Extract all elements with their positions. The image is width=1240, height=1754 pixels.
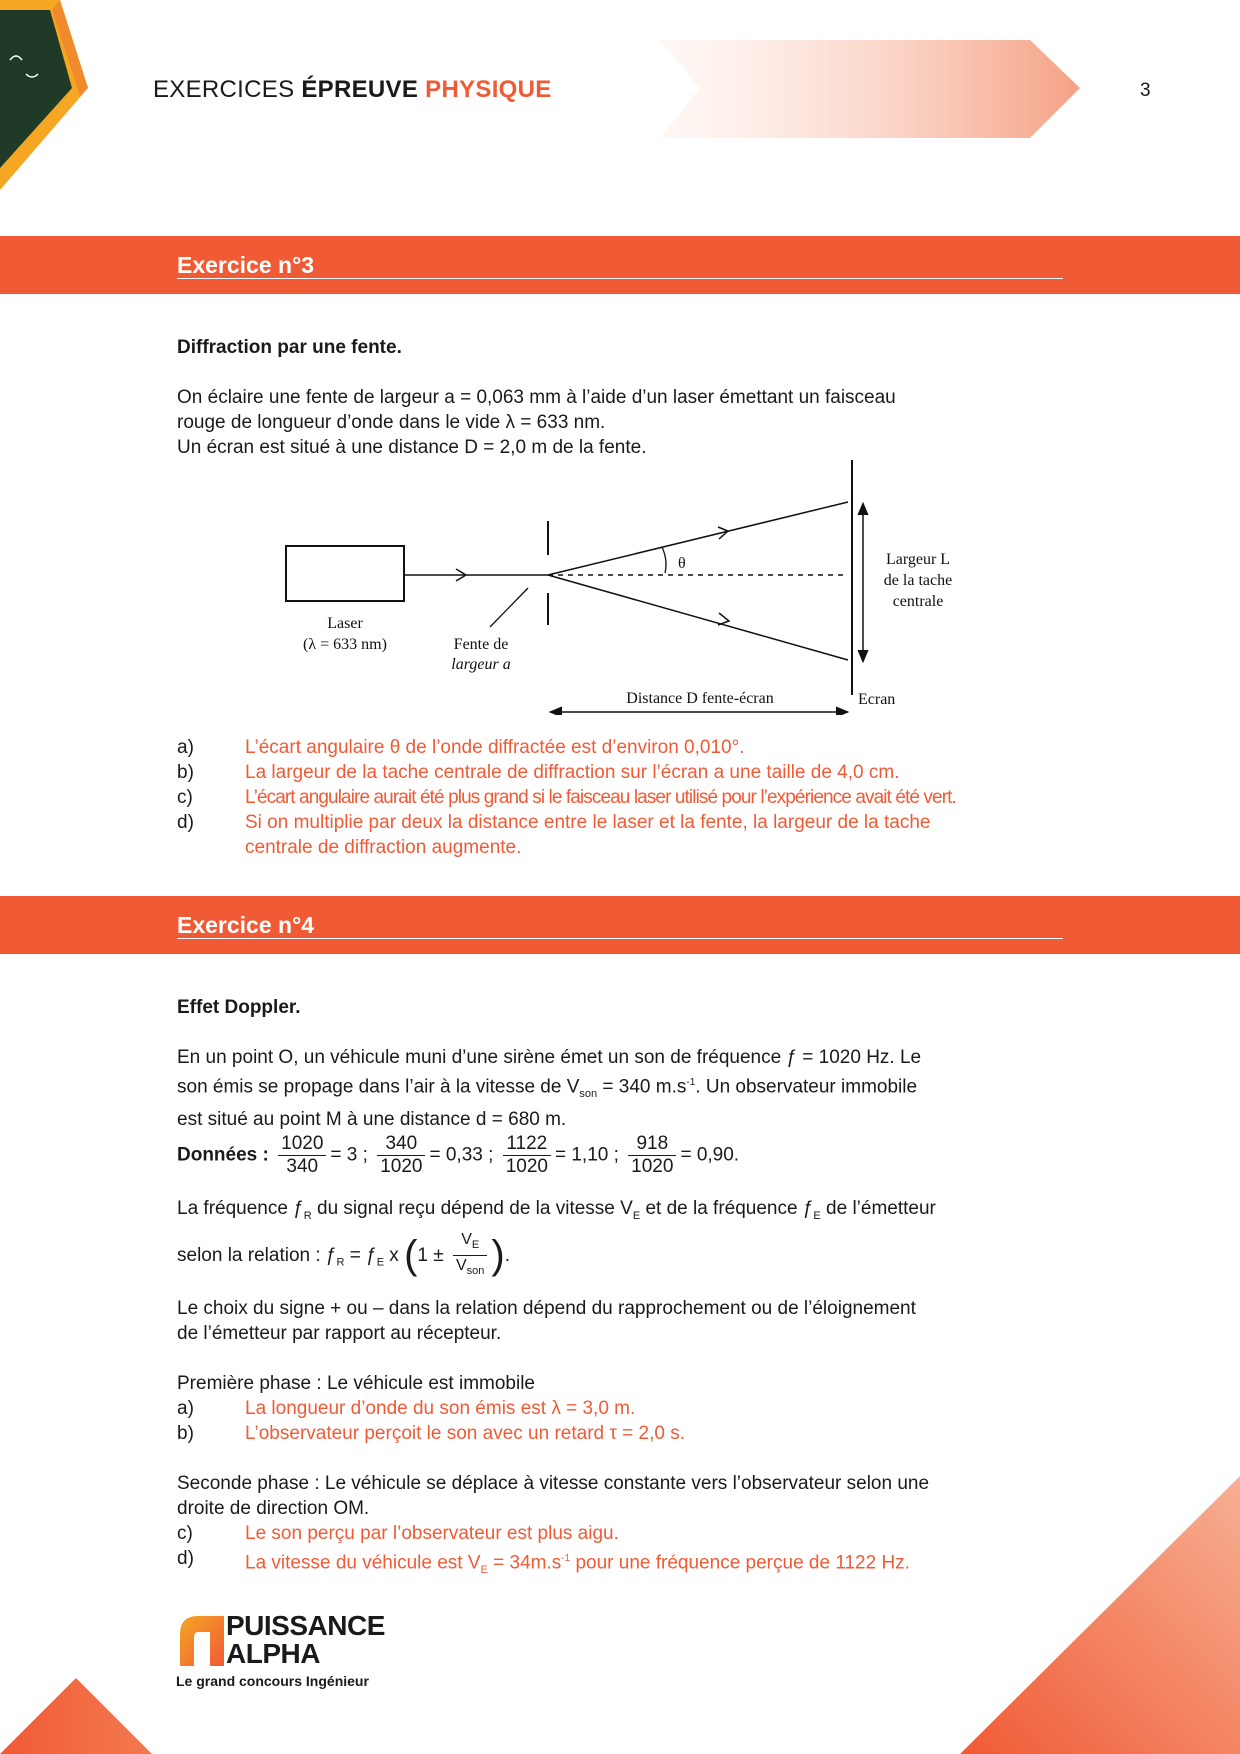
answer-item-d [177, 810, 1077, 860]
item-text: L’écart angulaire θ de l’onde diffractée est d’environ 0,010°. [245, 737, 745, 758]
phase-2-title [177, 1471, 1077, 1521]
exercise-3-intro [177, 385, 1067, 460]
heading-underline [177, 278, 1063, 279]
theta-label: θ [678, 555, 686, 572]
header-title: EXERCICES ÉPREUVE PHYSIQUE [153, 76, 552, 103]
fraction-result: = 3 ; [330, 1144, 368, 1166]
distance-arrow-left [550, 707, 562, 715]
width-label: de la tache [883, 572, 953, 589]
answer-item-b [177, 1421, 1077, 1446]
bottom-left-decoration [0, 1674, 160, 1754]
text-line: Le choix du signe + ou – dans la relation dépend du rapprochement ou de l’éloignement [177, 1298, 916, 1319]
width-label: centrale [892, 593, 944, 610]
diffraction-diagram [270, 455, 970, 715]
item-label: c) [177, 787, 193, 808]
text-line: Seconde phase : Le véhicule se déplace à vitesse constante vers l’observateur selon une [177, 1473, 930, 1494]
fraction-result: = 0,90. [680, 1144, 740, 1166]
fraction-result: = 0,33 ; [429, 1144, 494, 1166]
exercise-4-heading: Exercice n°4 [177, 912, 315, 938]
item-label: b) [177, 1423, 194, 1444]
exercise-4-subtitle: Effet Doppler. [177, 997, 301, 1018]
item-text-line: Si on multiplie par deux la distance entre le laser et la fente, la largeur de la tache [245, 812, 931, 833]
distance-label: Distance D fente-écran [626, 690, 774, 707]
intro-line: est situé au point M à une distance d = 680 m. [177, 1109, 567, 1131]
screen-label: Ecran [858, 691, 896, 708]
item-label: b) [177, 762, 194, 783]
header-arrow-decoration [660, 40, 1085, 140]
laser-label: Laser [327, 615, 363, 632]
item-text [245, 810, 1045, 860]
exercise-3-subtitle: Diffraction par une fente. [177, 337, 402, 358]
answer-item-a [177, 1396, 1077, 1421]
item-text: La vitesse du véhicule est $V_E = 34m.s^{-1}$ pour une fréquence perçue de 1122 Hz. [245, 1552, 910, 1577]
item-text: L’observateur perçoit le son avec un retard τ = 2,0 s. [245, 1423, 686, 1444]
logo-mark-icon [176, 1614, 226, 1668]
data-label: Données : [177, 1144, 269, 1166]
item-text-line: centrale de diffraction augmente. [245, 837, 522, 858]
fraction: $\frac{340}{1020}$ [377, 1133, 425, 1178]
item-text: L’écart angulaire aurait été plus grand si le faisceau laser utilisé pour l’expérience avait été vert. [245, 787, 956, 808]
ray-upper [548, 502, 848, 575]
item-label: a) [177, 1398, 194, 1419]
corner-decoration [0, 0, 110, 200]
logo-line2: ALPHA [226, 1638, 320, 1669]
bottom-right-decoration [960, 1474, 1240, 1754]
theta-arc [662, 547, 666, 573]
answer-item-d [177, 1546, 1077, 1577]
intro-line: Un écran est situé à une distance D = 2,0 m de la fente. [177, 437, 647, 458]
slit-label: Fente de [453, 636, 509, 653]
item-label: d) [177, 1548, 194, 1569]
intro-line: On éclaire une fente de largeur a = 0,063 mm à l’aide d’un laser émettant un faisceau [177, 387, 896, 408]
puissance-alpha-logo [176, 1610, 436, 1694]
laser-box [286, 546, 404, 601]
distance-arrow-right [836, 707, 848, 715]
fraction: $\frac{918}{1020}$ [628, 1133, 676, 1178]
fraction: $\frac{1122}{1020}$ [503, 1133, 551, 1178]
sign-explanation [177, 1296, 1077, 1346]
data-given [177, 1133, 1077, 1183]
text-line: droite de direction OM. [177, 1498, 370, 1519]
item-label: c) [177, 1523, 193, 1544]
width-arrow-bottom [858, 650, 868, 662]
item-text: La largeur de la tache centrale de diffraction sur l’écran a une taille de 4,0 cm. [245, 762, 900, 783]
phase-1-title: Première phase : Le véhicule est immobile [177, 1373, 536, 1394]
fraction-result: = 1,10 ; [554, 1144, 619, 1166]
item-label: a) [177, 737, 194, 758]
intro-line: son émis se propage dans l’air à la vitesse de $V_{son} = 340$ $m.s^{-1}$. Un observateur immobile [177, 1076, 918, 1101]
doppler-relation: selon la relation : $ƒ_R$ = $ƒ_E$ x (1 ± $\frac{V_E}{V_{son}}$ ). [177, 1230, 1077, 1280]
exercise-4-banner [0, 896, 1240, 954]
item-text: La longueur d’onde du son émis est λ = 3,0 m. [245, 1398, 636, 1419]
exercise-3-banner [0, 236, 1240, 294]
answer-item-c [177, 785, 1077, 810]
heading-underline [177, 938, 1063, 939]
frequency-sentence: La fréquence $ƒ_R$ du signal reçu dépend de la vitesse $V_E$ et de la fréquence $ƒ_E$ de l’émetteur [177, 1198, 936, 1222]
width-arrow-top [858, 503, 868, 515]
slit-label: largeur a [451, 656, 511, 673]
laser-wavelength-label: (λ = 633 nm) [303, 636, 387, 653]
page-number: 3 [1140, 80, 1151, 101]
width-label: Largeur L [885, 551, 951, 568]
answer-item-b [177, 760, 1077, 785]
intro-line: En un point O, un véhicule muni d’une sirène émet un son de fréquence ƒ = 1020 Hz. Le [177, 1047, 922, 1068]
answer-item-c [177, 1521, 1077, 1546]
item-text: Le son perçu par l’observateur est plus aigu. [245, 1523, 619, 1544]
logo-line1: PUISSANCE [226, 1610, 385, 1641]
answer-item-a [177, 735, 1077, 760]
exercise-4-intro [177, 1045, 1067, 1132]
text-line: de l’émetteur par rapport au récepteur. [177, 1323, 502, 1344]
ray-lower [548, 575, 848, 660]
fraction: $\frac{1020}{340}$ [278, 1133, 326, 1178]
velocity-ratio: $\frac{V_E}{V_{son}}$ [453, 1230, 487, 1281]
exercise-3-heading: Exercice n°3 [177, 252, 315, 278]
logo-tagline: Le grand concours Ingénieur [176, 1673, 369, 1689]
slit-pointer [490, 588, 528, 627]
intro-line: rouge de longueur d’onde dans le vide λ = 633 nm. [177, 412, 606, 433]
item-label: d) [177, 812, 194, 833]
